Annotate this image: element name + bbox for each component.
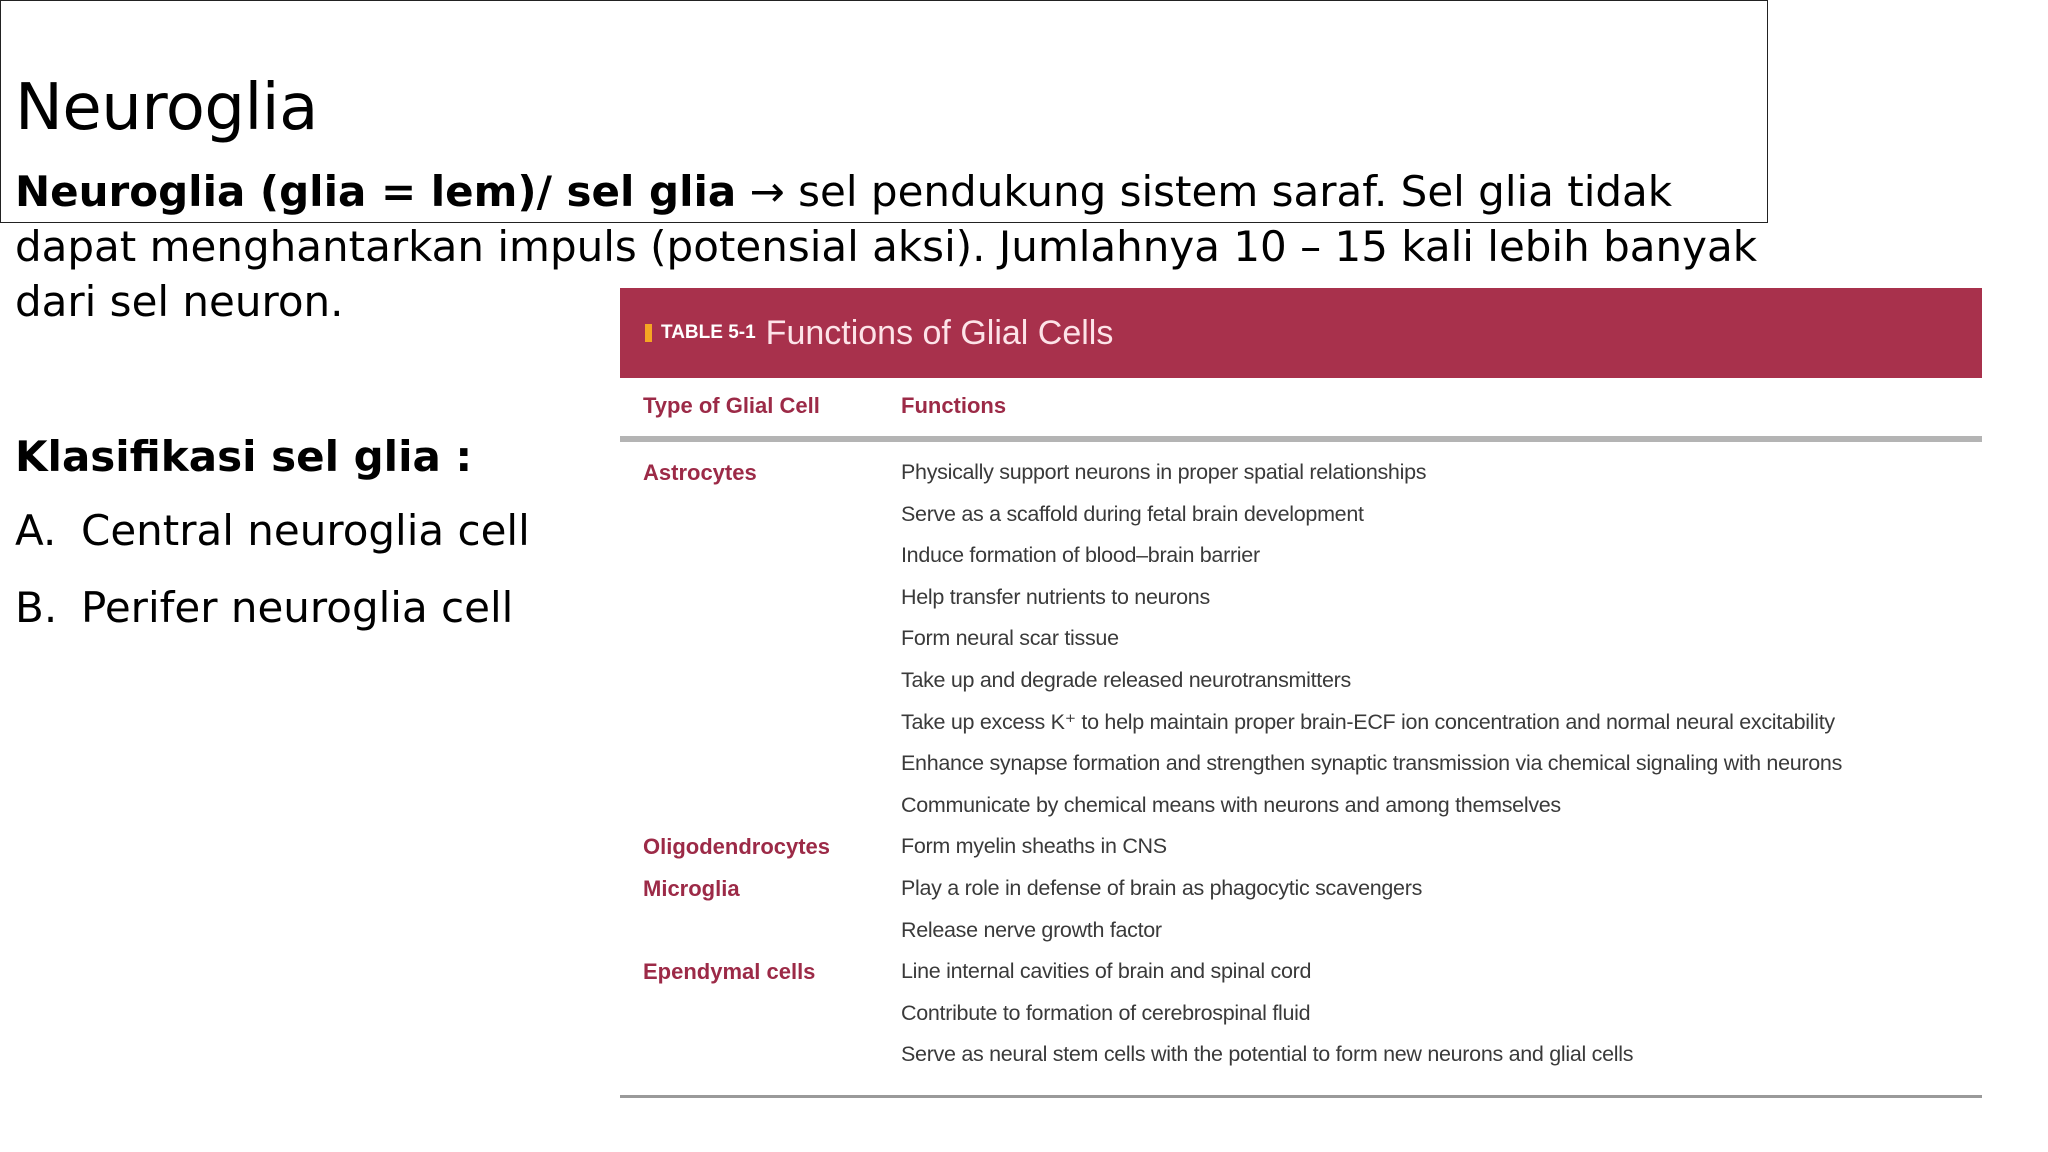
cell-function: Contribute to formation of cerebrospinal fluid [901,1000,1311,1025]
cell-function: Take up and degrade released neurotransmitters [901,667,1351,692]
cell-function: Serve as a scaffold during fetal brain development [901,501,1364,526]
cell-function: Serve as neural stem cells with the potential to form new neurons and glial cells [901,1042,1634,1067]
table-row [620,452,1982,494]
classification-heading: Klasifikasi sel glia : [15,432,473,481]
cell-type: Ependymal cells [643,959,816,985]
cell-function: Communicate by chemical means with neurons and among themselves [901,792,1561,817]
list-item-text: Perifer neuroglia cell [81,583,514,632]
list-item-text: Central neuroglia cell [81,506,530,555]
cell-function: Release nerve growth factor [901,917,1162,942]
cell-function: Form myelin sheaths in CNS [901,834,1167,859]
cell-type: Oligodendrocytes [643,834,831,860]
table-row [620,951,1982,993]
table-row [620,743,1982,785]
table-row [620,910,1982,952]
cell-function: Enhance synapse formation and strengthen synaptic transmission via chemical signaling with neurons [901,751,1843,776]
intro-text: sel pendukung sistem saraf. Sel glia tidak dapat menghantarkan impuls (potensial aksi). Jumlahnya 10 – 15 kali lebih banyak dari sel neuron. [15,167,1758,326]
table-row [620,660,1982,702]
classification-list [15,503,530,657]
cell-function: Help transfer nutrients to neurons [901,584,1210,609]
slide-title: Neuroglia [15,71,318,145]
header-divider [620,436,1982,442]
table-row [620,535,1982,577]
list-marker: B. [15,583,58,632]
cell-function: Take up excess K⁺ to help maintain proper brain-ECF ion concentration and normal neural excitability [901,709,1835,734]
classification-item [15,580,530,657]
table-row [620,702,1982,744]
cell-function: Induce formation of blood–brain barrier [901,543,1260,568]
table-row [620,577,1982,619]
table-bottom-divider [620,1095,1982,1098]
table-row [620,494,1982,536]
banner-bar-icon [645,324,652,342]
table-row [620,993,1982,1035]
table-row [620,868,1982,910]
cell-function: Physically support neurons in proper spatial relationships [901,460,1427,484]
table-body [620,452,1982,1076]
table-tag: TABLE 5-1 [661,322,756,343]
table-row [620,826,1982,868]
table-banner [620,288,1982,378]
list-marker: A. [15,506,57,555]
classification-item [15,503,530,580]
table-title: Functions of Glial Cells [765,313,1114,352]
glial-cells-table-image [620,288,1982,1100]
column-header-type: Type of Glial Cell [643,393,820,418]
table-row [620,1034,1982,1076]
cell-function: Play a role in defense of brain as phagocytic scavengers [901,875,1423,900]
cell-type: Microglia [643,875,740,901]
cell-function: Line internal cavities of brain and spinal cord [901,959,1312,984]
table-row [620,785,1982,827]
column-header-functions: Functions [901,393,1007,418]
cell-function: Form neural scar tissue [901,626,1119,651]
cell-type: Astrocytes [643,460,757,485]
arrow-icon: → [749,167,785,216]
intro-bold-term: Neuroglia (glia = lem)/ sel glia [15,167,737,216]
table-row [620,618,1982,660]
